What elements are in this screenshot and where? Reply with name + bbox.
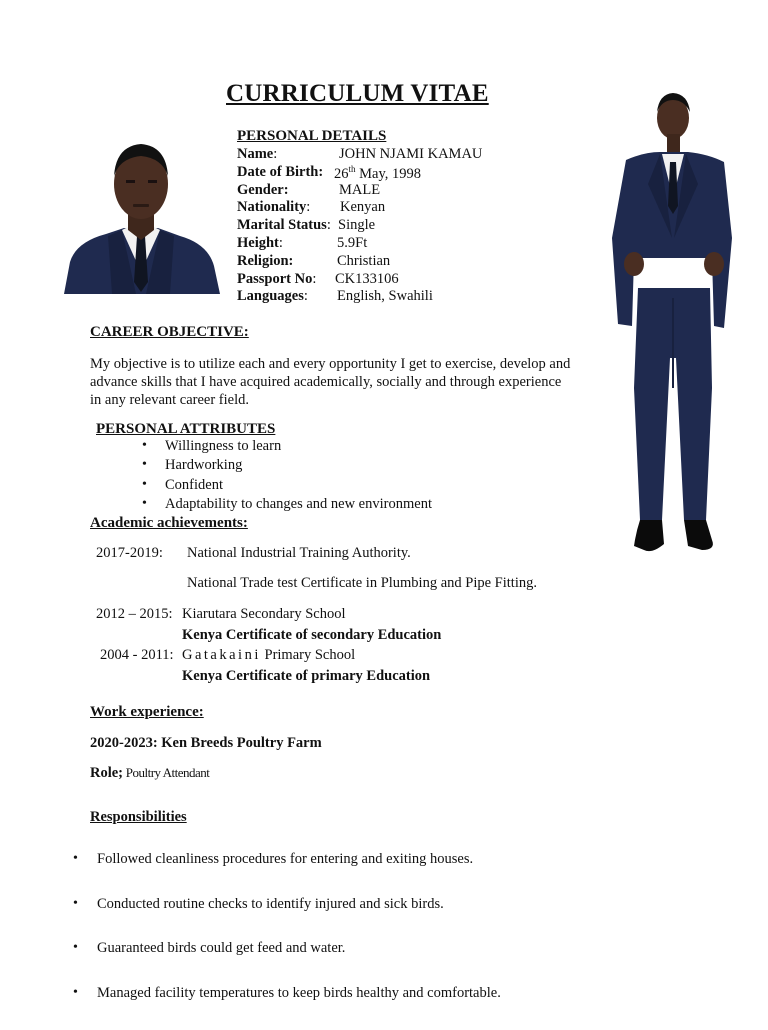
page-title: CURRICULUM VITAE [226, 80, 489, 107]
detail-label: Languages: [237, 288, 308, 304]
academic-certificate: Kenya Certificate of primary Education [182, 668, 431, 684]
detail-label: Marital Status: [237, 217, 331, 233]
work-experience-heading: Work experience: [90, 704, 204, 720]
academic-years: 2012 – 2015: [96, 606, 173, 622]
detail-value: Single [338, 217, 376, 233]
academic-years: 2004 - 2011: [100, 647, 174, 663]
academic-institution: National Industrial Training Authority. [187, 545, 411, 561]
personal-details-heading: PERSONAL DETAILS [237, 128, 387, 144]
detail-value: MALE [339, 182, 381, 198]
academic-certificate: National Trade test Certificate in Plumbing and Pipe Fitting. [187, 575, 537, 591]
detail-value: Christian [337, 253, 391, 269]
detail-label: Passport No: [237, 271, 317, 287]
objective-line: in any relevant career field. [90, 392, 250, 408]
detail-value: JOHN NJAMI KAMAU [339, 146, 483, 162]
list-item: • Guaranteed birds could get feed and water. [75, 940, 501, 985]
detail-value: 26th May, 1998 [334, 164, 422, 182]
academic-certificate: Kenya Certificate of secondary Education [182, 627, 442, 643]
objective-line: My objective is to utilize each and every opportunity I get to exercise, develop and [90, 356, 571, 372]
list-item: • Conducted routine checks to identify injured and sick birds. [75, 896, 501, 941]
list-item: • Followed cleanliness procedures for entering and exiting houses. [75, 851, 501, 896]
headshot-image [62, 132, 220, 294]
full-body-image [604, 88, 750, 558]
career-objective-text [90, 355, 590, 409]
list-item: • Confident [146, 477, 432, 496]
personal-attributes-heading: PERSONAL ATTRIBUTES [96, 421, 276, 437]
detail-value: English, Swahili [337, 288, 433, 304]
attributes-list [146, 438, 432, 515]
detail-label: Nationality: [237, 199, 311, 215]
role: Role; Poultry Attendant [90, 765, 210, 781]
full-body-photo [604, 88, 750, 558]
list-item: • Willingness to learn [146, 438, 432, 457]
detail-label: Name: [237, 146, 278, 162]
detail-label: Height: [237, 235, 283, 251]
responsibilities-heading: Responsibilities [90, 809, 187, 825]
academic-institution: Gatakaini Primary School [182, 647, 356, 663]
detail-value: 5.9Ft [337, 235, 368, 251]
career-objective-heading: CAREER OBJECTIVE: [90, 324, 249, 340]
detail-label: Date of Birth: [237, 164, 324, 180]
detail-value: CK133106 [335, 271, 399, 287]
list-item: • Adaptability to changes and new environment [146, 496, 432, 515]
academic-years: 2017-2019: [96, 545, 163, 561]
academic-heading: Academic achievements: [90, 515, 248, 531]
employer: 2020-2023: Ken Breeds Poultry Farm [90, 735, 322, 751]
detail-value: Kenyan [340, 199, 386, 215]
responsibilities-list [75, 851, 501, 1030]
academic-institution: Kiarutara Secondary School [182, 606, 346, 622]
objective-line: advance skills that I have acquired academically, socially and through experience [90, 374, 562, 390]
profile-photo [62, 132, 220, 294]
detail-label: Gender: [237, 182, 289, 198]
detail-label: Religion: [237, 253, 294, 269]
list-item: • Hardworking [146, 457, 432, 476]
list-item: • Managed facility temperatures to keep birds healthy and comfortable. [75, 985, 501, 1030]
